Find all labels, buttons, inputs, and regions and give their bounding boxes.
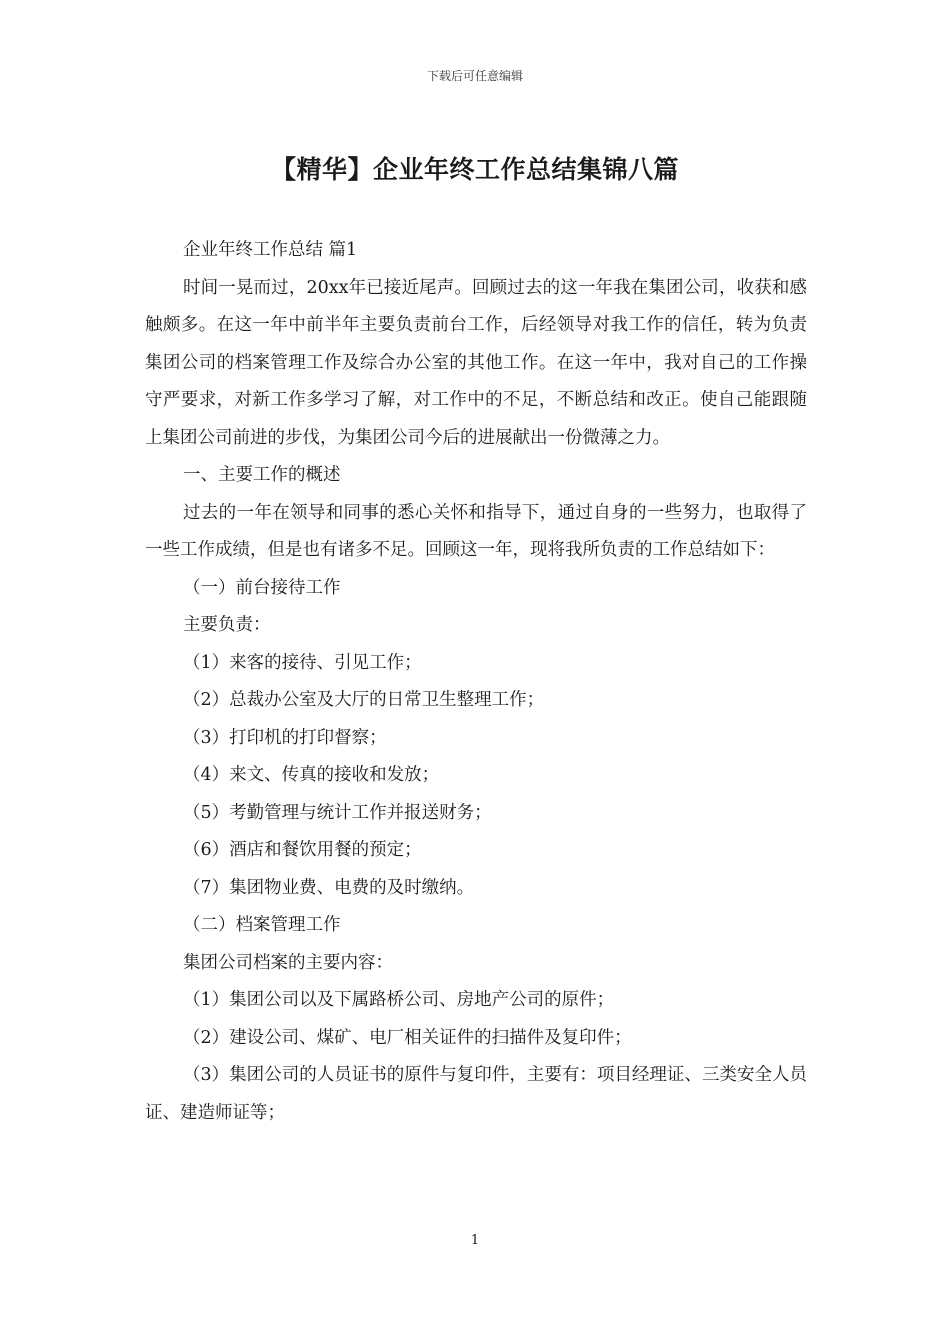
list-item: （7）集团物业费、电费的及时缴纳。	[183, 877, 475, 898]
list-item: （4）来文、传真的接收和发放；	[183, 765, 440, 785]
header-note: 下载后可任意编辑	[426, 69, 523, 83]
list-item: （5）考勤管理与统计工作并报送财务；	[183, 802, 492, 823]
list-item: （2）总裁办公室及大厅的日常卫生整理工作；	[183, 690, 545, 710]
list-item: （6）酒店和餐饮用餐的预定；	[183, 840, 422, 860]
page-number: 1	[470, 1233, 480, 1248]
list-item: （1）来客的接待、引见工作；	[183, 652, 422, 673]
list-item: （3）打印机的打印督察；	[183, 727, 387, 748]
subsection-heading: （二）档案管理工作	[183, 915, 341, 935]
document-body	[145, 232, 807, 1132]
paragraph: 过去的一年在领导和同事的悉心关怀和指导下，通过自身的一些努力，也取得了一些工作成绩，但是也有诸多不足。回顾这一年，现将我所负责的工作总结如下：	[145, 502, 807, 560]
paragraph: 时间一晃而过，20xx年已接近尾声。回顾过去的这一年我在集团公司，收获和感触颇多。在这一年中前半年主要负责前台工作，后经领导对我工作的信任，转为负责集团公司的档案管理工作及综合办公室的其他工作。在这一年中，我对自己的工作操守严要求，对新工作多学习了解，对工作中的不足，不断总结和改正。使自己能跟随上集团公司前进的步伐，为集团公司今后的进展献出一份微薄之力。	[145, 277, 807, 448]
paragraph: 集团公司档案的主要内容：	[183, 952, 393, 973]
paragraph: 主要负责：	[183, 615, 271, 635]
list-item: （3）集团公司的人员证书的原件与复印件，主要有：项目经理证、三类安全人员证、建造师证等；	[145, 1065, 807, 1123]
list-item: （2）建设公司、煤矿、电厂相关证件的扫描件及复印件；	[183, 1027, 632, 1048]
list-item: （1）集团公司以及下属路桥公司、房地产公司的原件；	[183, 990, 615, 1010]
section-heading: 企业年终工作总结 篇1	[183, 240, 358, 260]
subsection-heading: （一）前台接待工作	[183, 577, 341, 598]
document-title: 【精华】企业年终工作总结集锦八篇	[270, 155, 679, 184]
section-heading: 一、主要工作的概述	[183, 465, 341, 485]
